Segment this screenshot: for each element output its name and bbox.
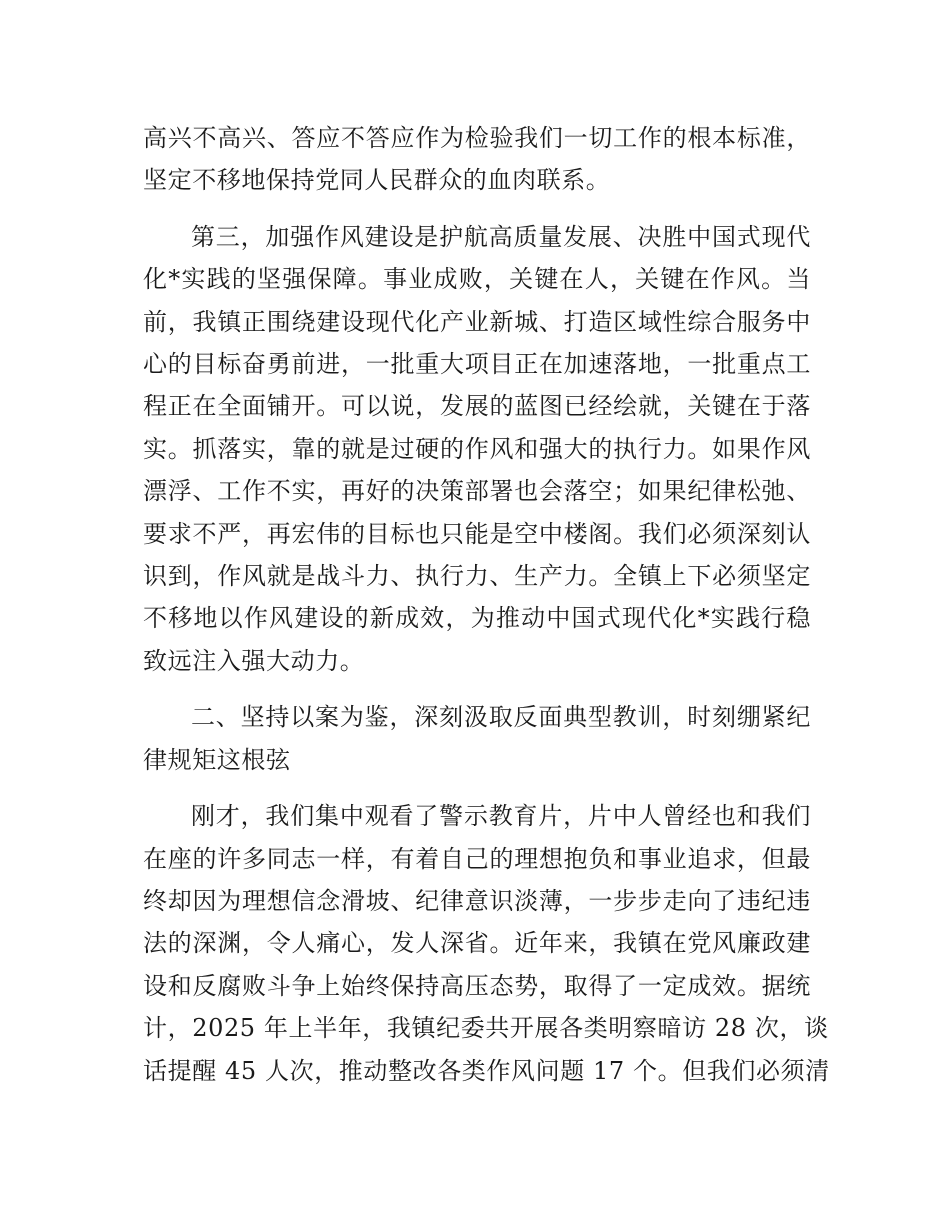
text-line: 前，我镇正围绕建设现代化产业新城、打造区域性综合服务中 — [143, 307, 811, 336]
text-line: 漂浮、工作不实，再好的决策部署也会落空；如果纪律松弛、 — [143, 477, 811, 506]
text-line: 致远注入强大动力。 — [143, 646, 365, 675]
text-line: 律规矩这根弦 — [143, 745, 291, 774]
text-line: 设和反腐败斗争上始终保持高压态势，取得了一定成效。据统 — [143, 971, 811, 1000]
text-line: 坚定不移地保持党同人民群众的血肉联系。 — [143, 166, 611, 195]
text-line: 话提醒 45 人次，推动整改各类作风问题 17 个。但我们必须清 — [143, 1056, 830, 1085]
text-line: 在座的许多同志一样，有着自己的理想抱负和事业追求，但最 — [143, 844, 811, 873]
text-line: 终却因为理想信念滑坡、纪律意识淡薄，一步步走向了违纪违 — [143, 886, 811, 915]
text-line: 化*实践的坚强保障。事业成败，关键在人，关键在作风。当 — [143, 265, 811, 294]
paragraph-continuation — [143, 117, 811, 202]
text-line: 高兴不高兴、答应不答应作为检验我们一切工作的根本标准， — [143, 124, 811, 152]
document-body — [143, 117, 830, 1106]
paragraph-warning-education — [143, 795, 830, 1092]
text-line: 心的目标奋勇前进，一批重大项目正在加速落地，一批重点工 — [143, 350, 811, 379]
text-line: 刚才，我们集中观看了警示教育片，片中人曾经也和我们 — [191, 802, 811, 831]
text-line: 程正在全面铺开。可以说，发展的蓝图已经绘就，关键在于落 — [143, 392, 811, 421]
text-line: 不移地以作风建设的新成效，为推动中国式现代化*实践行稳 — [143, 604, 811, 633]
section-heading-two — [143, 696, 811, 781]
text-line: 二、坚持以案为鉴，深刻汲取反面典型教训，时刻绷紧纪 — [191, 703, 811, 732]
text-line: 要求不严，再宏伟的目标也只能是空中楼阁。我们必须深刻认 — [143, 519, 811, 548]
text-line: 识到，作风就是战斗力、执行力、生产力。全镇上下必须坚定 — [143, 562, 811, 591]
text-line: 计，2025 年上半年，我镇纪委共开展各类明察暗访 28 次，谈 — [143, 1014, 829, 1043]
text-line: 实。抓落实，靠的就是过硬的作风和强大的执行力。如果作风 — [143, 434, 811, 463]
paragraph-third-point — [143, 216, 811, 682]
text-line: 法的深渊，令人痛心，发人深省。近年来，我镇在党风廉政建 — [143, 929, 811, 958]
text-line: 第三，加强作风建设是护航高质量发展、决胜中国式现代 — [191, 222, 811, 251]
